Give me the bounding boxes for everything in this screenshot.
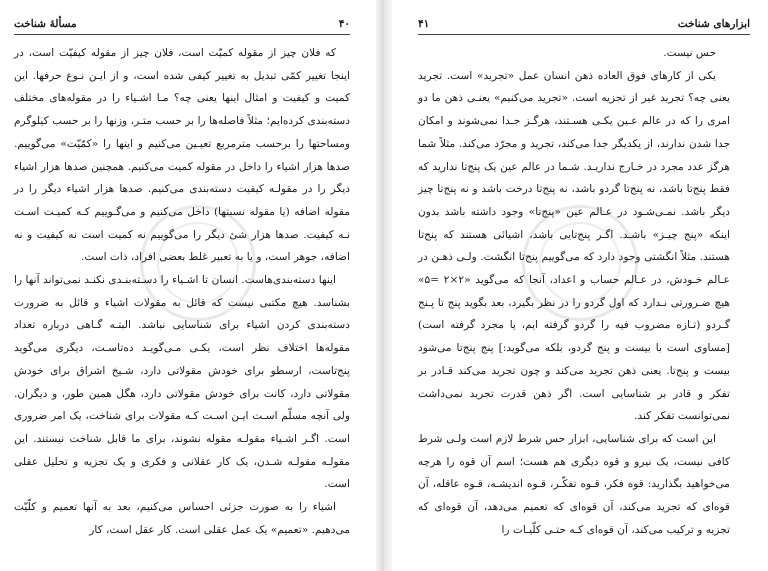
right-paragraph-3: این است که برای شناسایی، ابزار حس شرط لازم است ولـی شرط کافی نیست، یک نیرو و قوه دیگری هم هست؛ اسم آن قوه را هرچه می‌خواهید بگذارید: قوه فکر، قـوه تفکّـر، قـوه اندیشـه، قـوه عاقله، آن قوه‌ای که تجرید می‌کند، آن قوه‌ای که تعمیم می‌دهد، آن قوه‌ای که تجزیه و ترکیب می‌کند، آن قوه‌ای کـه حتـی کلّیـات را xyxy=(418,432,730,536)
right-header-rule xyxy=(418,34,750,35)
right-page-number: ۴۱ xyxy=(418,18,430,30)
left-header-rule xyxy=(14,34,350,35)
left-paragraph-1: که فلان چیز از مقوله کمیّت است، فلان چیز از مقوله کیفیّت است، در اینجا تغییر کمّی تبدیل به تغییر کیفی شده است، و از ایـن نـوع حرفها. این کمیت و کیفیت و امثال اینها یعنی چه؟ مـا اشـیاء را در مقوله‌های مختلف دسته‌بندی کرده‌ایم؛ مثلاً فاصله‌ها را بر حسب متـر، وزنها را بر حسب کیلوگرم ومساحتها را برحسب مترمربع تعیـین می‌کنیم و اینها را «کمّیّت» می‌گوییم. صدها هزار اشیاء را داخل در مقوله کمیت می‌کنیم. همچنین صدها هزار اشیاء دیگر را در مقولـه کیفیت دسته‌بندی می‌کنیم. صدها هزار اشیاء دیگر را در مقوله اضافه (یا مقوله نسبتها) داخل می‌کنیم و می‌گـوییم کـه کمیـت اسـت نـه کیفیت. صدها هزار شئ دیگر را می‌گوییم نه کمیت است نه کیفیت و نه اضافه، جوهر است، و یا به تعبیر غلط بعضی افراد، ذات است. xyxy=(14,47,350,264)
left-page xyxy=(0,0,376,571)
left-paragraph-3: اشیاء را به صورت جزئی احساس می‌کنیم، بعد به آنها تعمیم و کلّیّت می‌دهیم. «تعمیم» یک عمل عقلی است. کار عقل است، کار xyxy=(14,501,350,536)
left-running-title: مسألهٔ شناخت xyxy=(14,18,77,30)
right-paragraph-2: یکی از کارهای فوق العاده ذهن انسان عمل «تجرید» است. تجرید یعنی چه؟ تجرید غیر از تجزیه است. «تجرید می‌کنیم» یعنـی ذهن ما دو امری را که در عالم عـین یکـی هسـتند، هرگـز جـدا نمی‌شوند و امکان جدا شدن ندارند، از یکدیگر جدا می‌کند، تجرید و مجرّد می‌کند. مثلاً شما هرگز عدد مجرد در خـارج نداریـد. شـما در عالم عین یک پنج‌تا ندارید که فقط پنج‌تا باشد، نه پنج‌تا گردو باشد، نه پنج‌تا درخت باشد و نه پنج‌تا چیز دیگر باشد. نمـی‌شـود در عـالم عین «پنج‌تا» وجود داشته باشد بدون اینکه «پنج چیـز» باشـد. اگـر پنج‌تایی باشد، اشیائی هستند که پنج‌تا هستند. مثلاً انگشتی وجود دارد که می‌گوییم پنج‌تا انگشت. ولـی ذهـن در عـالم خـودش، در عـالم حساب و اعداد، آنجا که می‌گوید «۲×۲ =۵» هیچ ضـرورتی نـدارد که اول گردو را در نظر بگیرد، بعد بگوید پنج تا پـنج گـردو (تـازه مضروب فیه را گردو گرفته ایم، یا مجرد گرفته است) [مساوی است با بیست و پنج گردو، بلکه می‌گوید:] پنج پنج‌تا می‌شود بیست و پنج‌تا. یعنی ذهن تجرید می‌کند و چون تجرید می‌کند قـادر بر تفکر و قادر بر شناسایی است. اگر ذهن قدرت تجرید نمی‌داشت نمی‌توانست تفکر کند. xyxy=(418,69,730,423)
right-page xyxy=(392,0,768,571)
left-paragraph-2: اینها دسته‌بندی‌هاست. انسان تا اشـیاء را دسـته‌بنـدی نکنـد نمی‌تواند آنها را بشناسد. هیچ مکتبی نیست که قائل به مقولات اشیاء و قائل به ضرورت دسته‌بندی کردن اشیاء برای شناسایی نباشد. البتـه گـاهی درباره تعداد مقوله‌ها اختلاف نظر است، یکـی مـی‌گویـد ده‌تاسـت، دیگری می‌گوید پنج‌تاست، ارسطو برای خودش مقولاتی دارد، شـیخ اشراق برای خودش مقولاتی دارد، کانت برای خودش مقولاتی دارد، هگل همین طور، و دیگران. ولی آنچه مسلّم اسـت ایـن اسـت کـه مقولات برای شناخت، یک امر ضروری است. اگـر اشـیاء مقولـه مقوله نشوند، برای ما قابل شناخت نیستند. این مقولـه مقولـه شـدن، یک کار عقلانی و فکری و یک تجزیه و تحلیل عقلی است. xyxy=(14,274,350,491)
left-page-number: ۴۰ xyxy=(338,18,350,30)
right-body-text xyxy=(418,42,730,541)
book-spine xyxy=(376,0,392,571)
left-body-text xyxy=(14,42,350,541)
right-paragraph-1: حس نیست. xyxy=(663,47,716,59)
right-running-title: ابزارهای شناخت xyxy=(677,18,750,30)
